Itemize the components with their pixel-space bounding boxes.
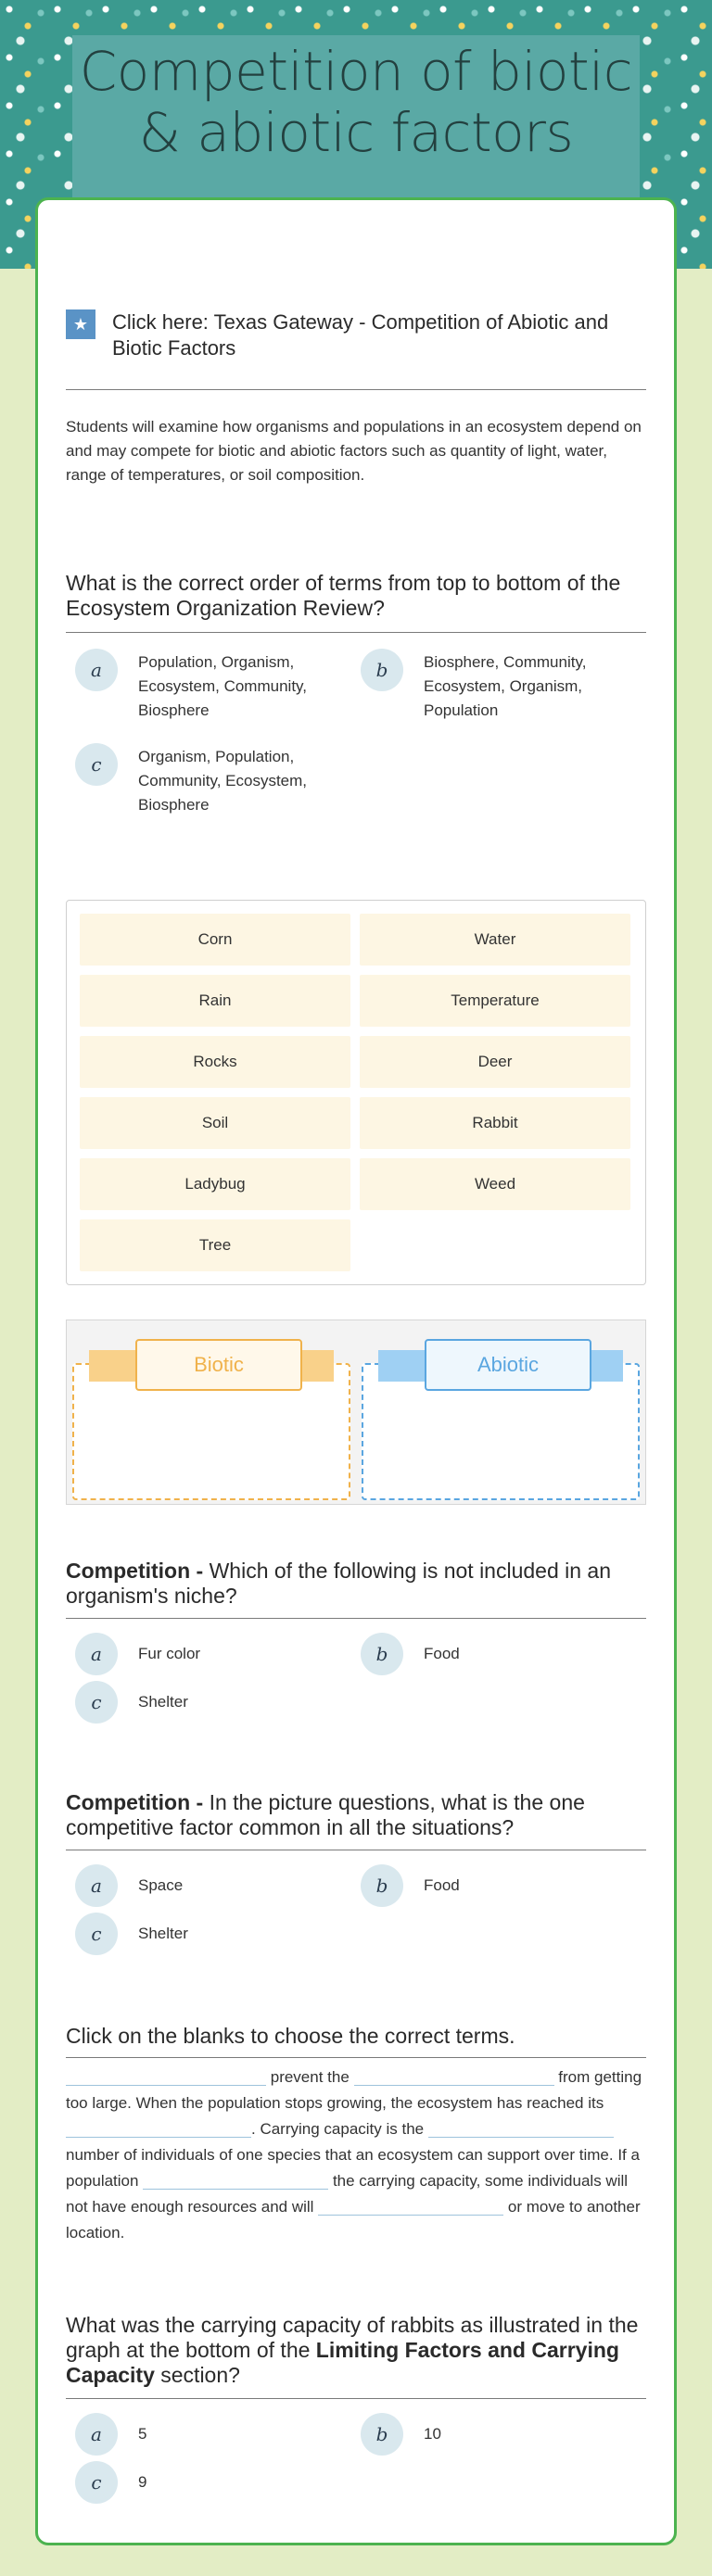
sentence-part: prevent the: [270, 2068, 350, 2086]
drag-item[interactable]: Water: [360, 914, 630, 966]
link-label[interactable]: Click here: Texas Gateway - Competition of Abiotic and Biotic Factors: [112, 310, 609, 360]
drag-items-pool: [66, 900, 646, 1285]
worksheet: [35, 197, 677, 2545]
option-text: Fur color: [138, 1645, 201, 1662]
drag-item[interactable]: Rocks: [80, 1036, 350, 1088]
option-letter: c: [75, 1681, 118, 1724]
option-letter: b: [361, 649, 403, 691]
question-bold: Competition -: [66, 1559, 210, 1583]
blank-2[interactable]: [354, 2067, 554, 2086]
option-letter: a: [75, 1864, 118, 1907]
option-text: 10: [424, 2425, 441, 2443]
option-a[interactable]: [66, 1864, 344, 1907]
question-text: In the picture questions, what is the one competitive factor common in all the situations?: [66, 1790, 585, 1839]
question-text: Which of the following is not included in an organism's niche?: [66, 1559, 612, 1608]
drag-item[interactable]: Temperature: [360, 975, 630, 1027]
option-text: Biosphere, Community, Ecosystem, Organism, Population: [424, 653, 587, 719]
blank-6[interactable]: [318, 2197, 503, 2216]
option-b[interactable]: [351, 1864, 629, 1907]
drag-item[interactable]: Tree: [80, 1219, 350, 1271]
question-bold: Limiting Factors and Carrying Capacity: [66, 2338, 619, 2387]
question-bold: Competition -: [66, 1790, 210, 1814]
description: Students will examine how organisms and populations in an ecosystem depend on and may compete for biotic and abiotic factors such as quantity of light, water, range of temperatures, or soil composition.: [66, 418, 642, 484]
biotic-ribbon: [89, 1339, 334, 1376]
option-text: Shelter: [138, 1925, 188, 1942]
sentence-part: from getting too large. When the population stops growing, the ecosystem has reached its: [66, 2068, 642, 2112]
texas-gateway-link[interactable]: [66, 309, 646, 361]
divider: [66, 2398, 646, 2399]
sort-area: [66, 1320, 646, 1505]
option-letter: a: [75, 649, 118, 691]
option-text: Organism, Population, Community, Ecosystem, Biosphere: [138, 748, 308, 814]
drag-item[interactable]: Ladybug: [80, 1158, 350, 1210]
title-banner: [72, 35, 640, 202]
question-2-title: [66, 1559, 646, 1609]
option-a[interactable]: [66, 649, 344, 723]
page-title: Competition of biotic & abiotic factors: [79, 40, 633, 164]
option-letter: b: [361, 1864, 403, 1907]
option-a[interactable]: [66, 2413, 344, 2456]
question-text: section?: [154, 2363, 240, 2387]
sentence-part: . Carrying capacity is the: [251, 2120, 425, 2138]
option-letter: a: [75, 1633, 118, 1675]
option-b[interactable]: [351, 1633, 629, 1675]
option-c[interactable]: [66, 1913, 344, 1955]
option-text: Food: [424, 1876, 460, 1894]
sentence-part: the carrying capacity, some individuals will not have enough resources and will: [66, 2172, 629, 2216]
option-letter: c: [75, 2461, 118, 2504]
abiotic-ribbon: [378, 1339, 623, 1376]
sentence-part: number of individuals of one species that an ecosystem can support over time. If a population: [66, 2146, 640, 2190]
biotic-label: Biotic: [135, 1339, 302, 1391]
option-letter: b: [361, 1633, 403, 1675]
option-letter: c: [75, 743, 118, 786]
option-letter: c: [75, 1913, 118, 1955]
option-b[interactable]: [351, 2413, 629, 2456]
option-c[interactable]: [66, 2461, 344, 2504]
abiotic-label: Abiotic: [425, 1339, 591, 1391]
option-text: 9: [138, 2473, 147, 2491]
blank-3[interactable]: [66, 2119, 251, 2138]
option-text: Shelter: [138, 1693, 188, 1711]
drag-item[interactable]: Soil: [80, 1097, 350, 1149]
option-letter: a: [75, 2413, 118, 2456]
option-c[interactable]: [66, 743, 344, 817]
option-text: Space: [138, 1876, 184, 1894]
option-text: Population, Organism, Ecosystem, Community, Biosphere: [138, 653, 308, 719]
question-4-title: Click on the blanks to choose the correct terms.: [66, 2024, 515, 2048]
star-icon: ★: [66, 309, 95, 339]
blank-5[interactable]: [143, 2171, 328, 2190]
option-a[interactable]: [66, 1633, 344, 1675]
fill-in-paragraph: [66, 2065, 646, 2246]
drag-item[interactable]: Rain: [80, 975, 350, 1027]
drag-item[interactable]: Weed: [360, 1158, 630, 1210]
option-letter: b: [361, 2413, 403, 2456]
blank-1[interactable]: [66, 2067, 266, 2086]
divider: [66, 1618, 646, 1619]
divider: [66, 2057, 646, 2058]
drag-item[interactable]: Deer: [360, 1036, 630, 1088]
sentence-part: or move to another location.: [66, 2198, 641, 2241]
question-3-title: [66, 1790, 646, 1840]
option-b[interactable]: [351, 649, 629, 723]
option-c[interactable]: [66, 1681, 344, 1724]
divider: [66, 632, 646, 633]
drag-item[interactable]: Rabbit: [360, 1097, 630, 1149]
question-5-title: [66, 2313, 646, 2388]
option-text: 5: [138, 2425, 147, 2443]
question-1-title: What is the correct order of terms from top to bottom of the Ecosystem Organization Review?: [66, 571, 621, 620]
drag-item[interactable]: Corn: [80, 914, 350, 966]
option-text: Food: [424, 1645, 460, 1662]
blank-4[interactable]: [428, 2119, 614, 2138]
question-text: What was the carrying capacity of rabbits as illustrated in the graph at the bottom of the: [66, 2313, 639, 2362]
divider: [66, 389, 646, 390]
